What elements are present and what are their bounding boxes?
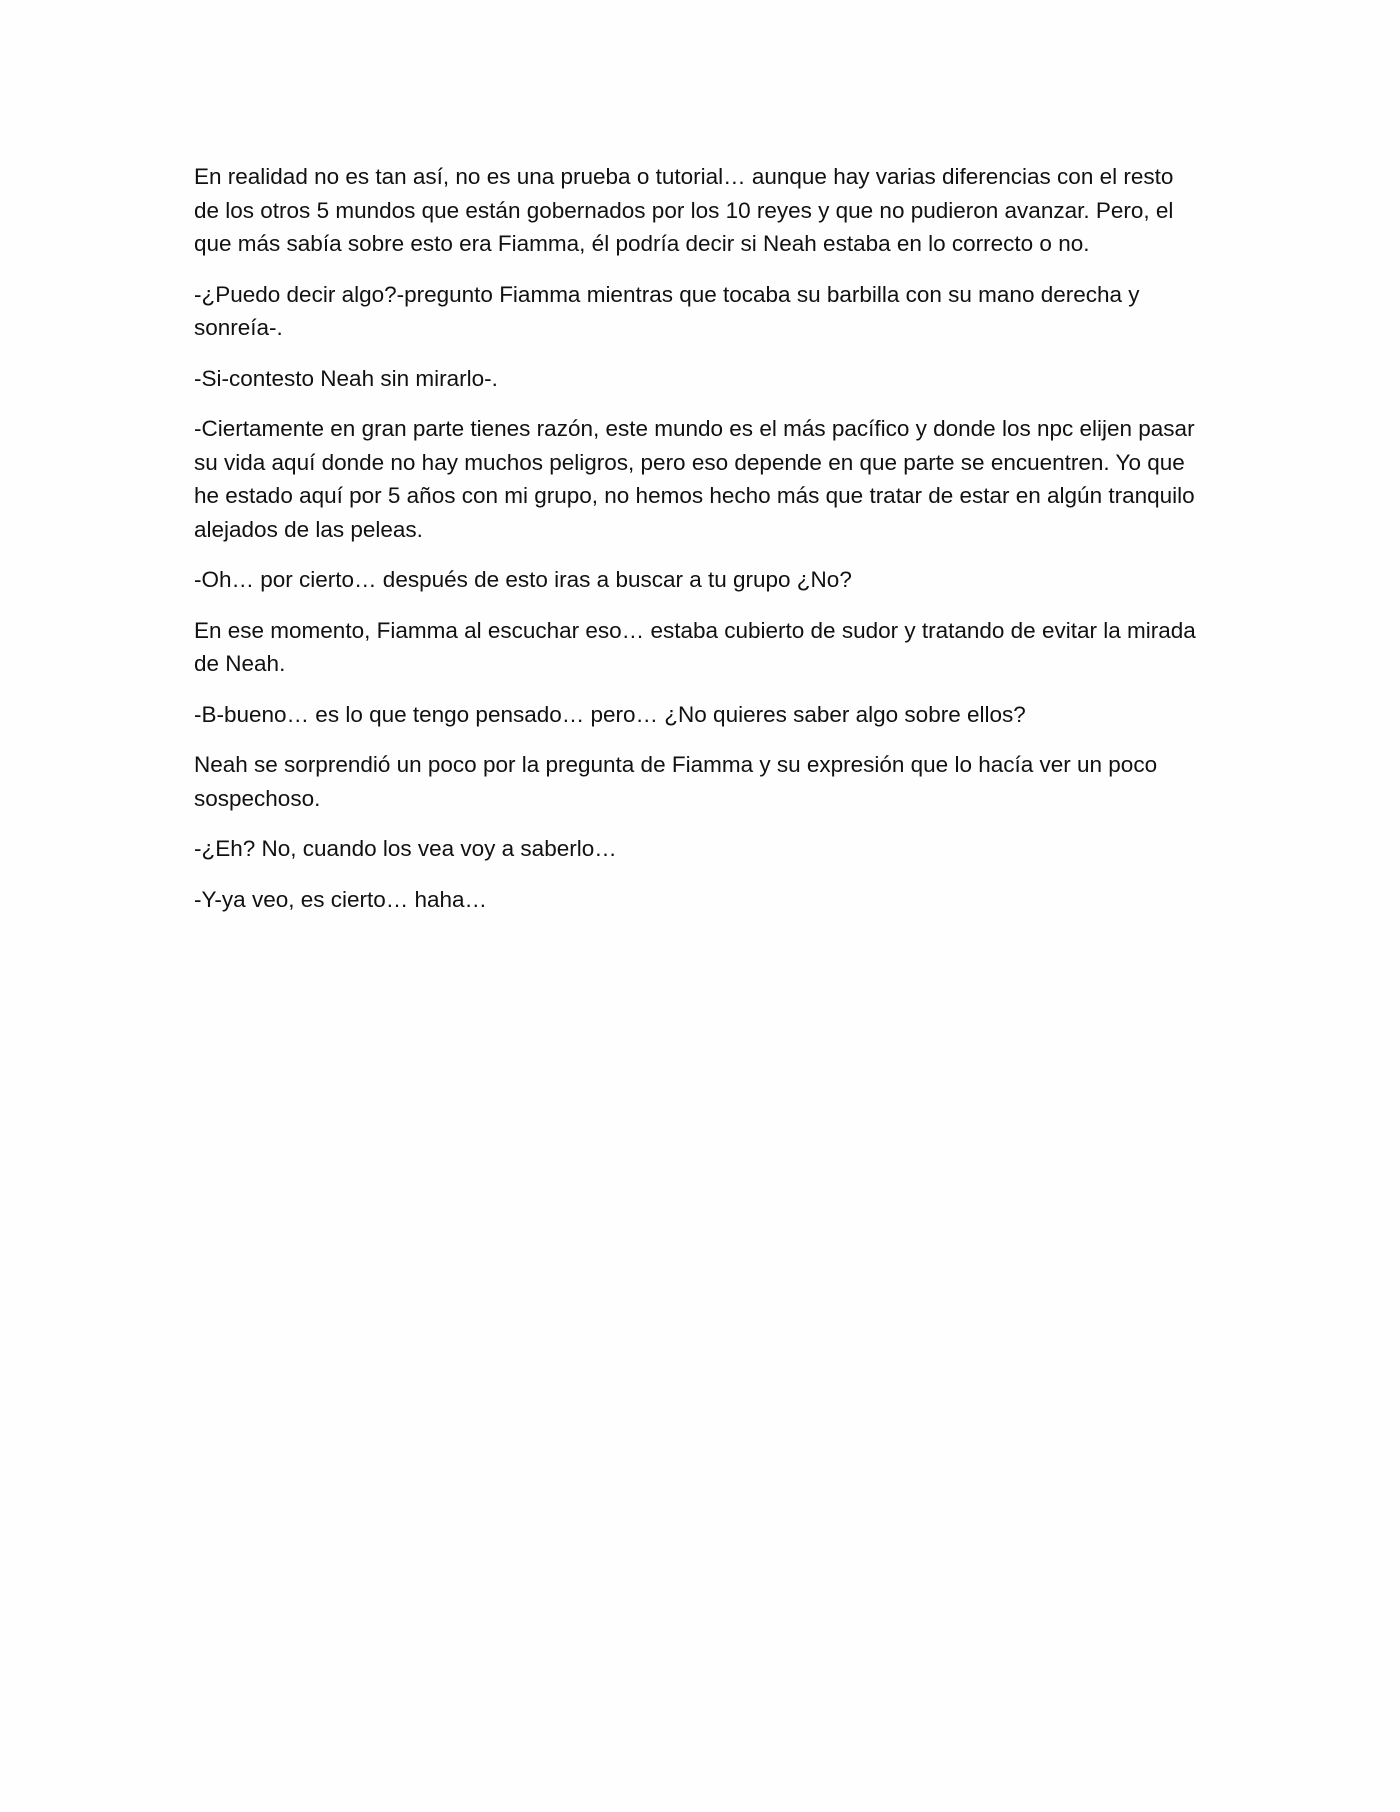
paragraph: -B-bueno… es lo que tengo pensado… pero… ¿No quieres saber algo sobre ellos? [194,701,1026,727]
paragraph: -Ciertamente en gran parte tienes razón, este mundo es el más pacífico y donde los npc elijen pasar su vida aquí donde no hay muchos peligros, pero eso depende en que parte se encuentren. Yo que he estado aquí por 5 años con mi grupo, no hemos hecho más que tratar de estar en algún tranquilo alejados de las peleas. [194,416,1195,542]
document-body [194,160,1204,933]
paragraph: -¿Puedo decir algo?-pregunto Fiamma mientras que tocaba su barbilla con su mano derecha y sonreía-. [194,281,1140,340]
paragraph: -Y-ya veo, es cierto… haha… [194,886,488,912]
paragraph: En realidad no es tan así, no es una prueba o tutorial… aunque hay varias diferencias con el resto de los otros 5 mundos que están gobernados por los 10 reyes y que no pudieron avanzar. Pero, el que más sabía sobre esto era Fiamma, él podría decir si Neah estaba en lo correcto o no. [194,164,1174,256]
paragraph: -Si-contesto Neah sin mirarlo-. [194,365,498,391]
paragraph: Neah se sorprendió un poco por la pregunta de Fiamma y su expresión que lo hacía ver un poco sospechoso. [194,752,1158,811]
paragraph: -¿Eh? No, cuando los vea voy a saberlo… [194,836,617,861]
paragraph: -Oh… por cierto… después de esto iras a buscar a tu grupo ¿No? [194,567,852,592]
paragraph: En ese momento, Fiamma al escuchar eso… estaba cubierto de sudor y tratando de evitar la mirada de Neah. [194,617,1196,676]
